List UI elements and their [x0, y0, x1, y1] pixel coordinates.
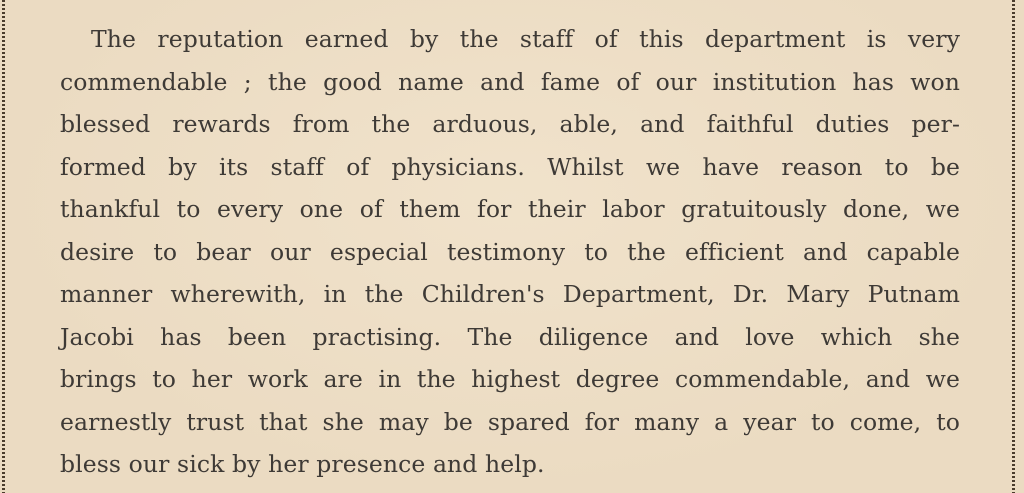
body-paragraph: [60, 18, 960, 486]
text-line: desire to bear our especial testimony to the efficient and capable: [60, 237, 960, 266]
text-line: bless our sick by her presence and help.: [60, 450, 545, 478]
text-line: Jacobi has been practising. The diligence and love which she: [60, 322, 960, 351]
text-line: commendable ; the good name and fame of our institution has won: [60, 67, 960, 96]
text-line: thankful to every one of them for their labor gratuitously done, we: [60, 195, 960, 223]
text-line: The reputation earned by the staff of this department is very: [91, 25, 960, 53]
text-line: blessed rewards from the arduous, able, and faithful duties per-: [60, 110, 960, 138]
right-page-border: [1012, 0, 1015, 493]
text-line: earnestly trust that she may be spared for many a year to come, to: [60, 407, 960, 436]
left-page-border: [2, 0, 5, 493]
text-line: manner wherewith, in the Children's Department, Dr. Mary Putnam: [60, 280, 960, 308]
text-line: brings to her work are in the highest degree commendable, and we: [60, 365, 960, 393]
text-line: formed by its staff of physicians. Whilst we have reason to be: [60, 152, 960, 181]
